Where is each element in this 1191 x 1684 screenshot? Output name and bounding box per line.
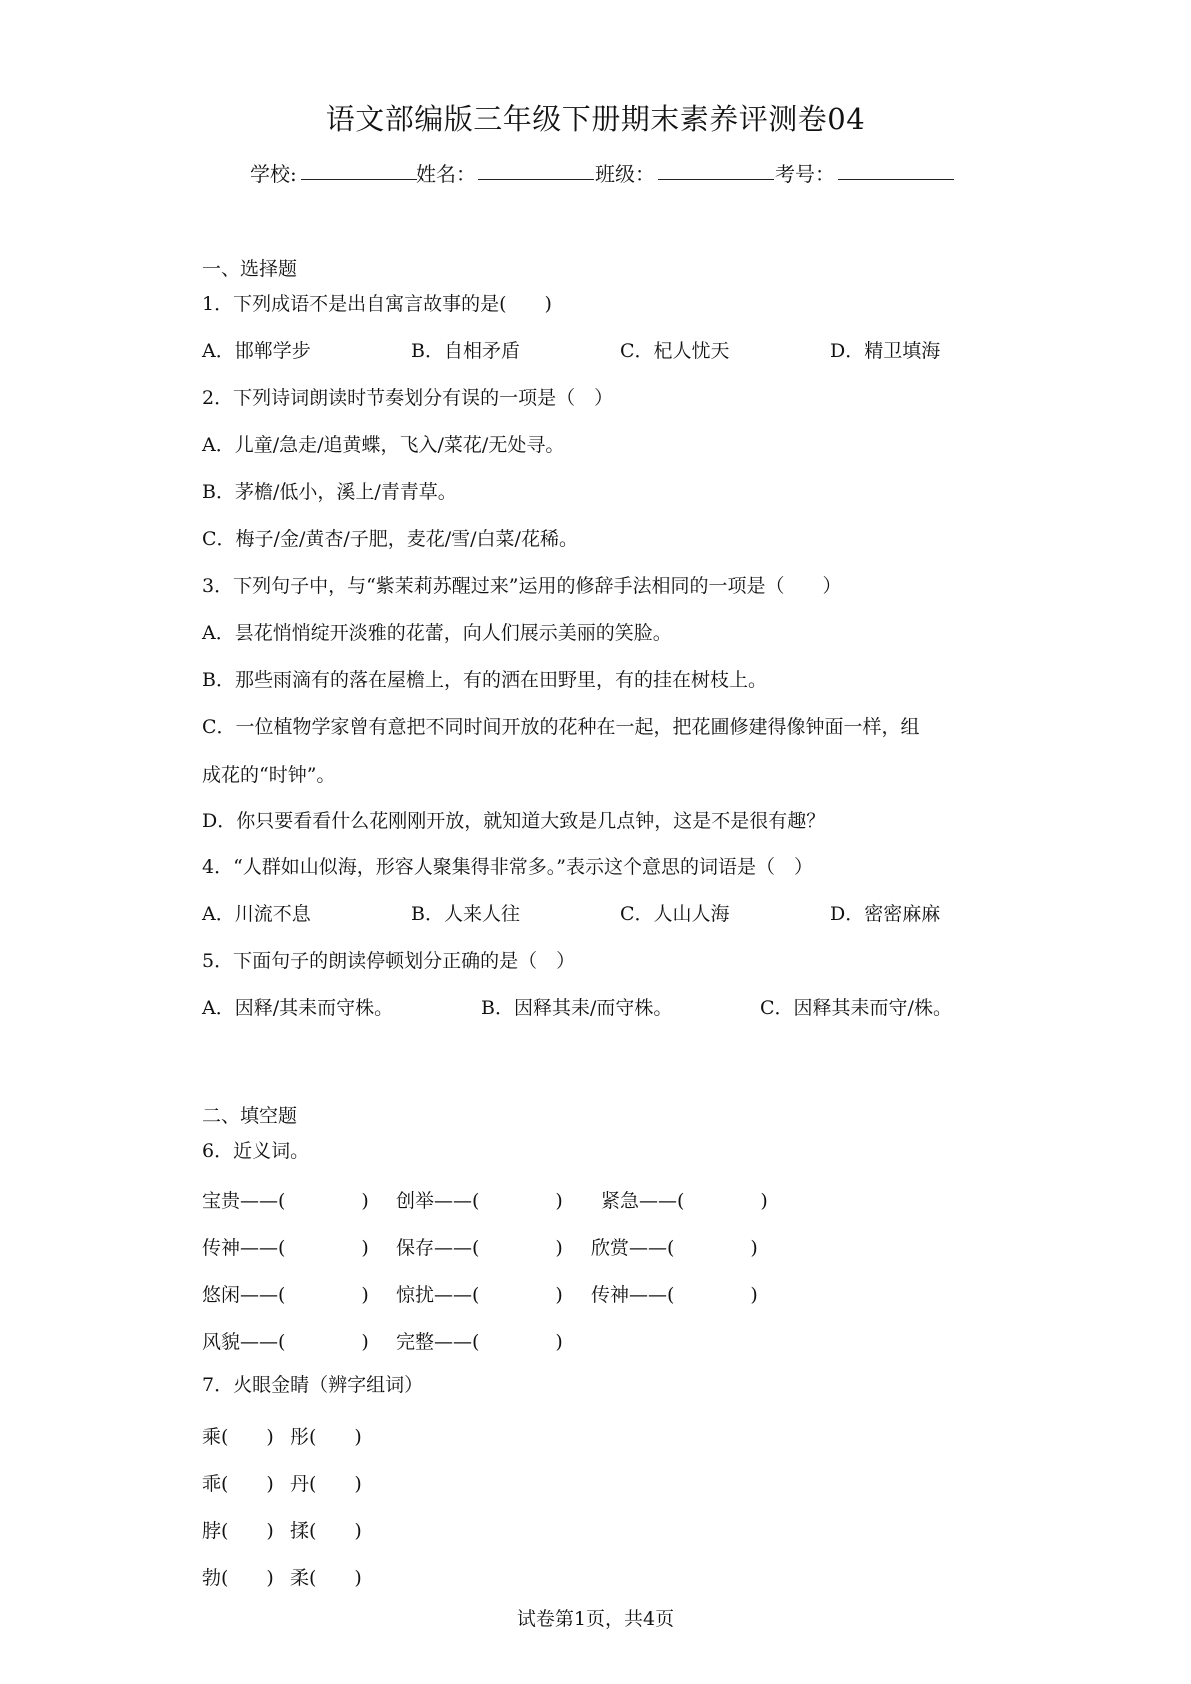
question-1-option-a: A．邯郸学步	[202, 340, 311, 362]
question-3-option-c: C．一位植物学家曾有意把不同时间开放的花种在一起，把花圃修建得像钟面一样，组	[202, 716, 920, 738]
section-heading-fill-in: 二、填空题	[202, 1105, 298, 1127]
question-1-option-c: C．杞人忧天	[620, 340, 730, 362]
question-2-stem: 2．下列诗词朗读时节奏划分有误的一项是（ ）	[202, 387, 614, 409]
question-5-option-b: B．因释其耒/而守株。	[481, 997, 673, 1019]
question-3-option-c-continued: 成花的“时钟”。	[202, 764, 336, 786]
synonym-item: 惊扰——( )	[396, 1284, 563, 1306]
synonym-item: 欣赏——( )	[591, 1237, 758, 1259]
char-item: 彤( )	[290, 1426, 362, 1448]
question-1-option-d: D．精卫填海	[830, 340, 941, 362]
synonym-item: 保存——( )	[396, 1237, 563, 1259]
question-4-option-a: A．川流不息	[202, 903, 311, 925]
question-4-option-c: C．人山人海	[620, 903, 730, 925]
question-3-option-d: D．你只要看看什么花刚刚开放，就知道大致是几点钟，这是不是很有趣？	[202, 810, 826, 832]
char-item: 丹( )	[290, 1473, 362, 1495]
question-3-stem: 3．下列句子中，与“紫茉莉苏醒过来”运用的修辞手法相同的一项是（ ）	[202, 575, 842, 597]
question-5-stem: 5．下面句子的朗读停顿划分正确的是（ ）	[202, 950, 576, 972]
exam-number-label: 考号：	[775, 162, 835, 186]
synonym-item: 悠闲——( )	[202, 1284, 369, 1306]
question-2-option-a: A．儿童/急走/追黄蝶，飞入/菜花/无处寻。	[202, 434, 565, 456]
page-title: 语文部编版三年级下册期末素养评测卷04	[325, 102, 866, 136]
question-4-stem: 4．“人群如山似海，形容人聚集得非常多。”表示这个意思的词语是（ ）	[202, 856, 814, 878]
char-item: 脖( )	[202, 1520, 274, 1542]
question-3-option-a: A．昙花悄悄绽开淡雅的花蕾，向人们展示美丽的笑脸。	[202, 622, 672, 644]
char-item: 乖( )	[202, 1473, 274, 1495]
question-3-option-b: B．那些雨滴有的落在屋檐上，有的洒在田野里，有的挂在树枝上。	[202, 669, 767, 691]
class-label: 班级：	[595, 162, 655, 186]
question-1-option-b: B．自相矛盾	[411, 340, 520, 362]
char-item: 勃( )	[202, 1567, 274, 1589]
class-field[interactable]	[658, 161, 774, 180]
question-2-option-c: C．梅子/金/黄杏/子肥，麦花/雪/白菜/花稀。	[202, 528, 578, 550]
question-4-option-d: D．密密麻麻	[830, 903, 941, 925]
exam-number-field[interactable]	[838, 161, 954, 180]
question-2-option-b: B．茅檐/低小，溪上/青青草。	[202, 481, 457, 503]
question-4-option-b: B．人来人往	[411, 903, 520, 925]
char-item: 揉( )	[290, 1520, 362, 1542]
char-item: 柔( )	[290, 1567, 362, 1589]
synonym-item: 紧急——( )	[601, 1190, 768, 1212]
question-7-stem: 7．火眼金睛（辨字组词）	[202, 1374, 424, 1396]
question-6-stem: 6．近义词。	[202, 1140, 310, 1162]
synonym-item: 完整——( )	[396, 1331, 563, 1353]
synonym-item: 风貌——( )	[202, 1331, 369, 1353]
section-heading-choice: 一、选择题	[202, 258, 298, 280]
question-5-option-c: C．因释其耒而守/株。	[760, 997, 952, 1019]
name-field[interactable]	[478, 161, 594, 180]
question-1-stem: 1．下列成语不是出自寓言故事的是( )	[202, 293, 552, 315]
synonym-item: 传神——( )	[591, 1284, 758, 1306]
synonym-item: 宝贵——( )	[202, 1190, 369, 1212]
question-5-option-a: A．因释/其耒而守株。	[202, 997, 394, 1019]
school-label: 学校:	[250, 162, 297, 186]
synonym-item: 创举——( )	[396, 1190, 563, 1212]
page-footer: 试卷第1页，共4页	[516, 1608, 675, 1630]
synonym-item: 传神——( )	[202, 1237, 369, 1259]
school-field[interactable]	[301, 161, 417, 180]
name-label: 姓名：	[416, 162, 476, 186]
char-item: 乘( )	[202, 1426, 274, 1448]
